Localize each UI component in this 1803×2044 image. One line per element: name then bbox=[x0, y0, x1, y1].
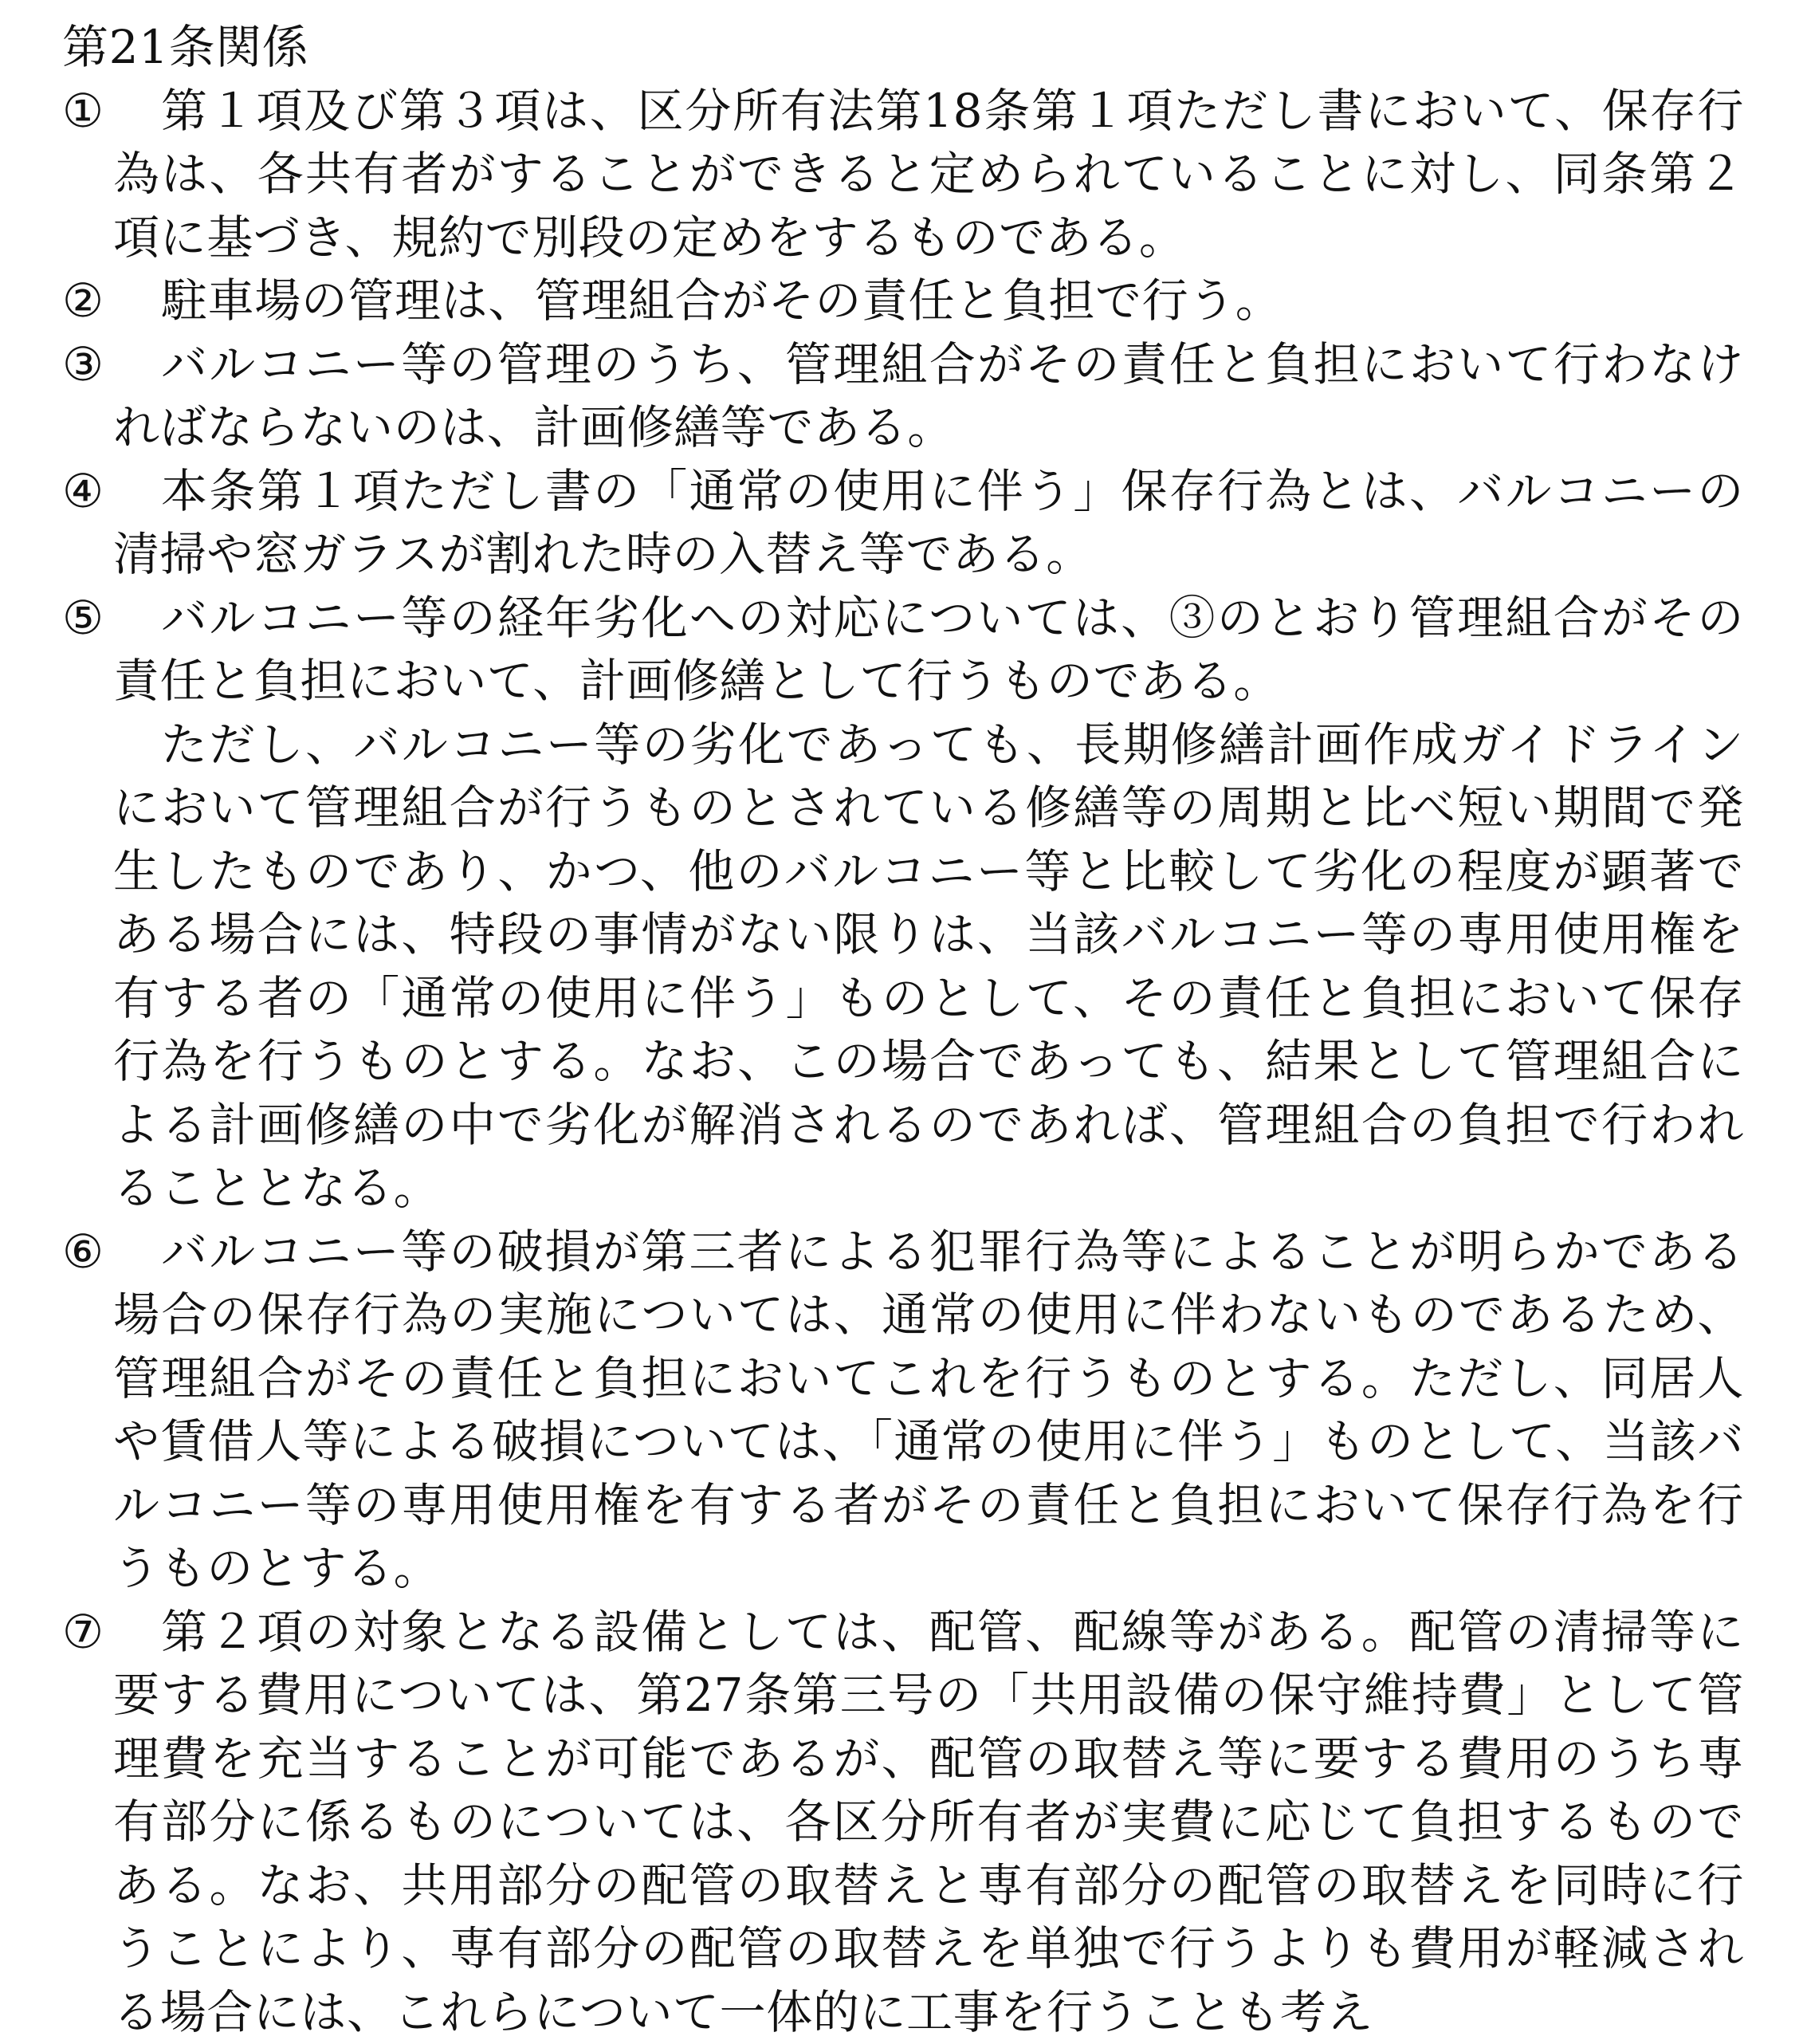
list-item bbox=[62, 1221, 1744, 1601]
item-paragraph: 第２項の対象となる設備としては、配管、配線等がある。配管の清掃等に要する費用については、第27条第三号の「共用設備の保守維持費」として管理費を充当することが可能であるが、配管の取替え等に要する費用のうち専有部分に係るものについては、各区分所有者が実費に応じて負担するものである。なお、共用部分の配管の取替えと専有部分の配管の取替えを同時に行うことにより、専有部分の配管の取替えを単独で行うよりも費用が軽減される場合には、これらについて一体的に工事を行うことも考え bbox=[113, 1601, 1744, 2044]
item-paragraph: バルコニー等の破損が第三者による犯罪行為等によることが明らかである場合の保存行為の実施については、通常の使用に伴わないものであるため、管理組合がその責任と負担においてこれを行うものとする。ただし、同居人や賃借人等による破損については、「通常の使用に伴う」ものとして、当該バルコニー等の専用使用権を有する者がその責任と負担において保存行為を行うものとする。 bbox=[113, 1221, 1744, 1601]
list-item bbox=[62, 333, 1744, 460]
item-number: ⑥ bbox=[62, 1221, 113, 1284]
item-number: ⑦ bbox=[62, 1601, 113, 1665]
list-item bbox=[62, 269, 1744, 333]
item-paragraph: 本条第１項ただし書の「通常の使用に伴う」保存行為とは、バルコニーの清掃や窓ガラスが割れた時の入替え等である。 bbox=[113, 460, 1744, 587]
item-paragraph: 第１項及び第３項は、区分所有法第18条第１項ただし書において、保存行為は、各共有者がすることができると定められていることに対し、同条第２項に基づき、規約で別段の定めをするものである。 bbox=[113, 80, 1744, 270]
list-item bbox=[62, 587, 1744, 1221]
section-heading: 第21条関係 bbox=[62, 16, 1744, 80]
item-number: ④ bbox=[62, 460, 113, 524]
item-paragraph: 駐車場の管理は、管理組合がその責任と負担で行う。 bbox=[113, 269, 1744, 333]
commentary-list bbox=[62, 80, 1744, 2044]
item-number: ② bbox=[62, 269, 113, 333]
list-item bbox=[62, 1601, 1744, 2044]
item-number: ① bbox=[62, 80, 113, 143]
item-number: ③ bbox=[62, 333, 113, 397]
list-item bbox=[62, 460, 1744, 587]
item-paragraph-continued: ただし、バルコニー等の劣化であっても、長期修繕計画作成ガイドラインにおいて管理組合が行うものとされている修繕等の周期と比べ短い期間で発生したものであり、かつ、他のバルコニー等と比較して劣化の程度が顕著である場合には、特段の事情がない限りは、当該バルコニー等の専用使用権を有する者の「通常の使用に伴う」ものとして、その責任と負担において保存行為を行うものとする。なお、この場合であっても、結果として管理組合による計画修繕の中で劣化が解消されるのであれば、管理組合の負担で行われることとなる。 bbox=[113, 713, 1744, 1221]
item-paragraph: バルコニー等の経年劣化への対応については、③のとおり管理組合がその責任と負担において、計画修繕として行うものである。 bbox=[113, 587, 1744, 713]
item-paragraph: バルコニー等の管理のうち、管理組合がその責任と負担において行わなければならないのは、計画修繕等である。 bbox=[113, 333, 1744, 460]
item-number: ⑤ bbox=[62, 587, 113, 651]
document-page bbox=[62, 16, 1744, 2044]
list-item bbox=[62, 80, 1744, 270]
